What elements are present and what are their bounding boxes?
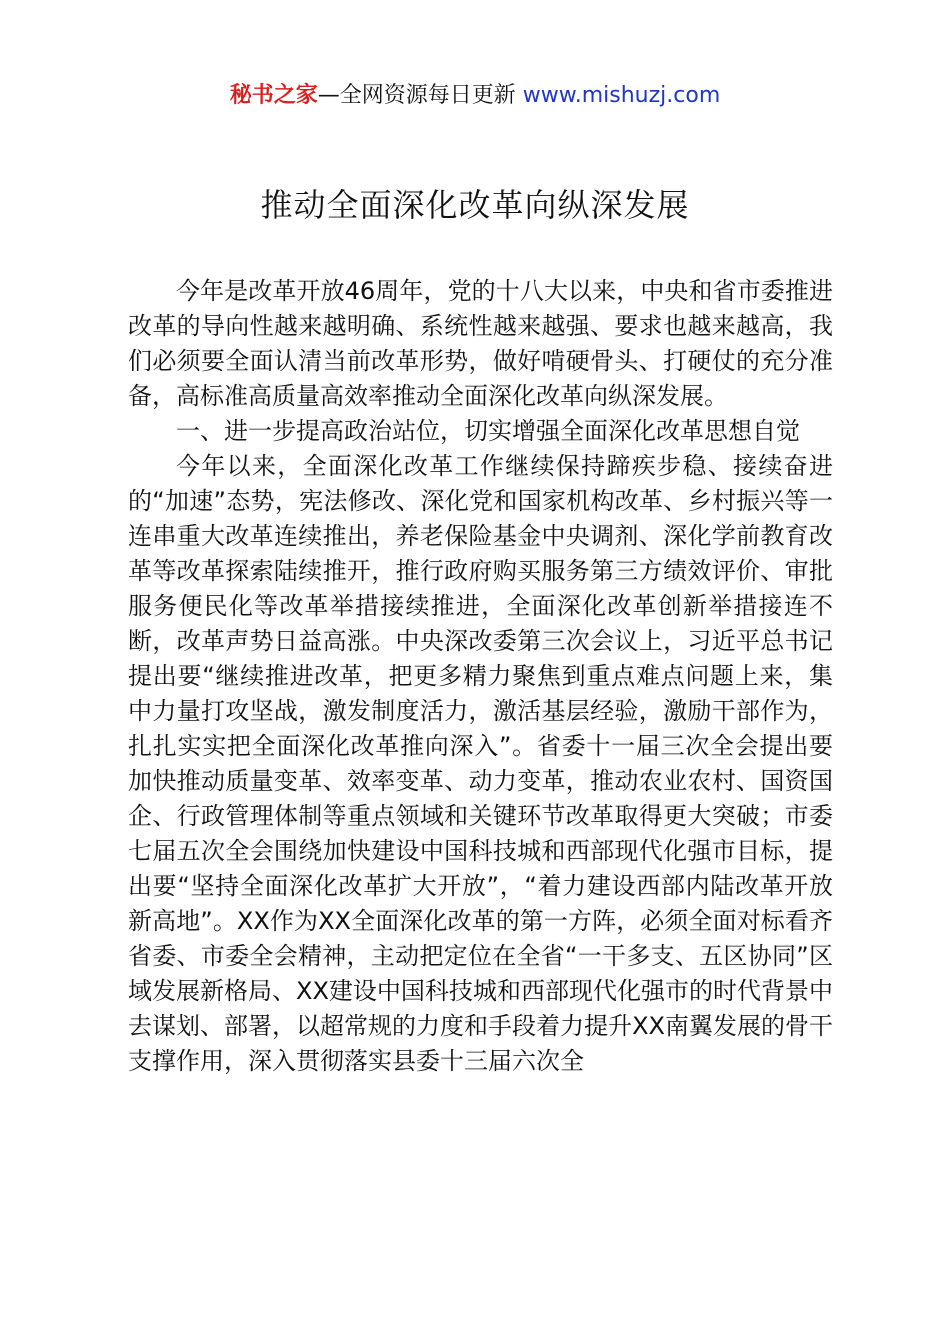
section-heading: 一、进一步提高政治站位，切实增强全面深化改革思想自觉	[176, 417, 800, 445]
site-header	[0, 78, 950, 114]
intro-paragraph: 今年是改革开放46周年，党的十八大以来，中央和省市委推进改革的导向性越来越明确、系统性越来越强、要求也越来越高，我们必须要全面认清当前改革形势，做好啃硬骨头、打硬仗的充分准备，高标准高质量高效率推动全面深化改革向纵深发展。	[128, 277, 833, 410]
document-body	[128, 274, 833, 1079]
site-brand: 秘书之家	[229, 83, 318, 108]
body-paragraph: 今年以来，全面深化改革工作继续保持蹄疾步稳、接续奋进的“加速”态势，宪法修改、深化党和国家机构改革、乡村振兴等一连串重大改革连续推出，养老保险基金中央调剂、深化学前教育改革等改革探索陆续推开，推行政府购买服务第三方绩效评价、审批服务便民化等改革举措接续推进，全面深化改革创新举措接连不断，改革声势日益高涨。中央深改委第三次会议上，习近平总书记提出要“继续推进改革，把更多精力聚焦到重点难点问题上来，集中力量打攻坚战，激发制度活力，激活基层经验，激励干部作为，扎扎实实把全面深化改革推向深入”。省委十一届三次全会提出要加快推动质量变革、效率变革、动力变革，推动农业农村、国资国企、行政管理体制等重点领域和关键环节改革取得更大突破；市委七届五次全会围绕加快建设中国科技城和西部现代化强市目标，提出要“坚持全面深化改革扩大开放”，“着力建设西部内陆改革开放新高地”。XX作为XX全面深化改革的第一方阵，必须全面对标看齐省委、市委全会精神，主动把定位在全省“一干多支、五区协同”区域发展新格局、XX建设中国科技城和西部现代化强市的时代背景中去谋划、部署，以超常规的力度和手段着力提升XX南翼发展的骨干支撑作用，深入贯彻落实县委十三届六次全	[128, 452, 833, 1075]
site-url-link[interactable]: www.mishuzj.com	[522, 83, 721, 108]
document-title: 推动全面深化改革向纵深发展	[260, 186, 690, 224]
site-tagline: —全网资源每日更新	[317, 83, 516, 108]
